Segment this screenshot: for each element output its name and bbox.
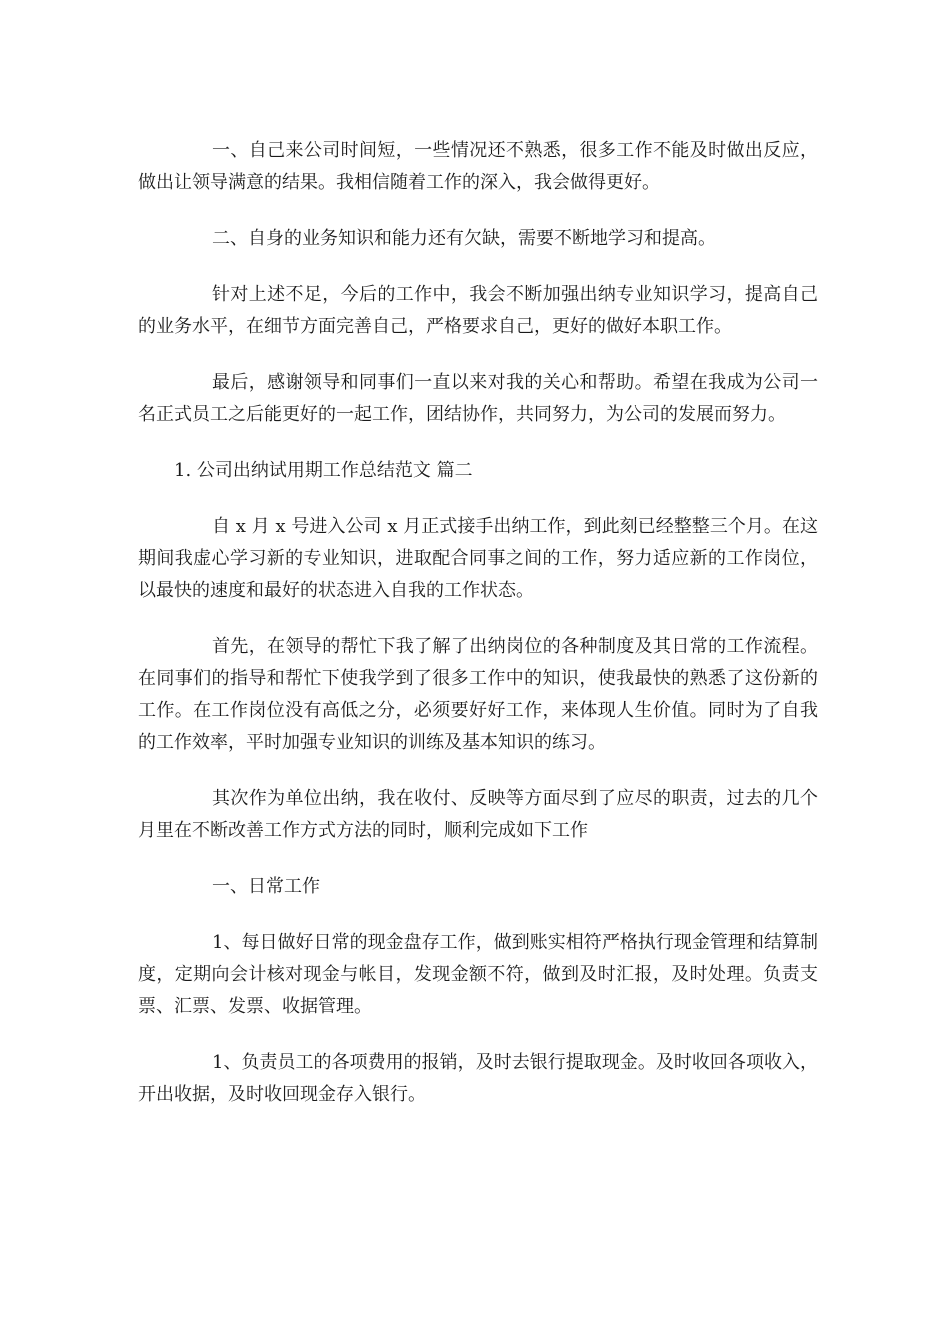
paragraph-daily-item-1: 1、每日做好日常的现金盘存工作，做到账实相符严格执行现金管理和结算制度，定期向会计核对现金与帐目，发现金额不符，做到及时汇报，及时处理。负责支票、汇票、发票、收据管理。 xyxy=(138,932,818,1017)
section-heading: 1. 公司出纳试用期工作总结范文 篇二 xyxy=(174,460,473,481)
paragraph-shortcoming-2: 二、自身的业务知识和能力还有欠缺，需要不断地学习和提高。 xyxy=(212,228,716,249)
paragraph-shortcoming-1: 一、自己来公司时间短，一些情况还不熟悉，很多工作不能及时做出反应，做出让领导满意的结果。我相信随着工作的深入，我会做得更好。 xyxy=(138,140,818,193)
paragraph-first: 首先，在领导的帮忙下我了解了出纳岗位的各种制度及其日常的工作流程。在同事们的指导和帮忙下使我学到了很多工作中的知识，使我最快的熟悉了这份新的工作。在工作岗位没有高低之分，必须要好好工作，来体现人生价值。同时为了自我的工作效率，平时加强专业知识的训练及基本知识的练习。 xyxy=(138,636,818,753)
paragraph-daily-item-2: 1、负责员工的各项费用的报销，及时去银行提取现金。及时收回各项收入，开出收据，及时收回现金存入银行。 xyxy=(138,1052,818,1105)
paragraph-thanks: 最后，感谢领导和同事们一直以来对我的关心和帮助。希望在我成为公司一名正式员工之后能更好的一起工作，团结协作，共同努力，为公司的发展而努力。 xyxy=(138,372,818,425)
subheading-daily-work: 一、日常工作 xyxy=(212,876,320,897)
paragraph-intro: 自 x 月 x 号进入公司 x 月正式接手出纳工作，到此刻已经整整三个月。在这期间我虚心学习新的专业知识，进取配合同事之间的工作，努力适应新的工作岗位，以最快的速度和最好的状态进入自我的工作状态。 xyxy=(138,516,818,601)
paragraph-improvement-plan: 针对上述不足，今后的工作中，我会不断加强出纳专业知识学习，提高自己的业务水平，在细节方面完善自己，严格要求自己，更好的做好本职工作。 xyxy=(138,284,818,337)
document-body xyxy=(138,135,818,1135)
paragraph-second: 其次作为单位出纳，我在收付、反映等方面尽到了应尽的职责，过去的几个月里在不断改善工作方式方法的同时，顺利完成如下工作 xyxy=(138,788,818,841)
